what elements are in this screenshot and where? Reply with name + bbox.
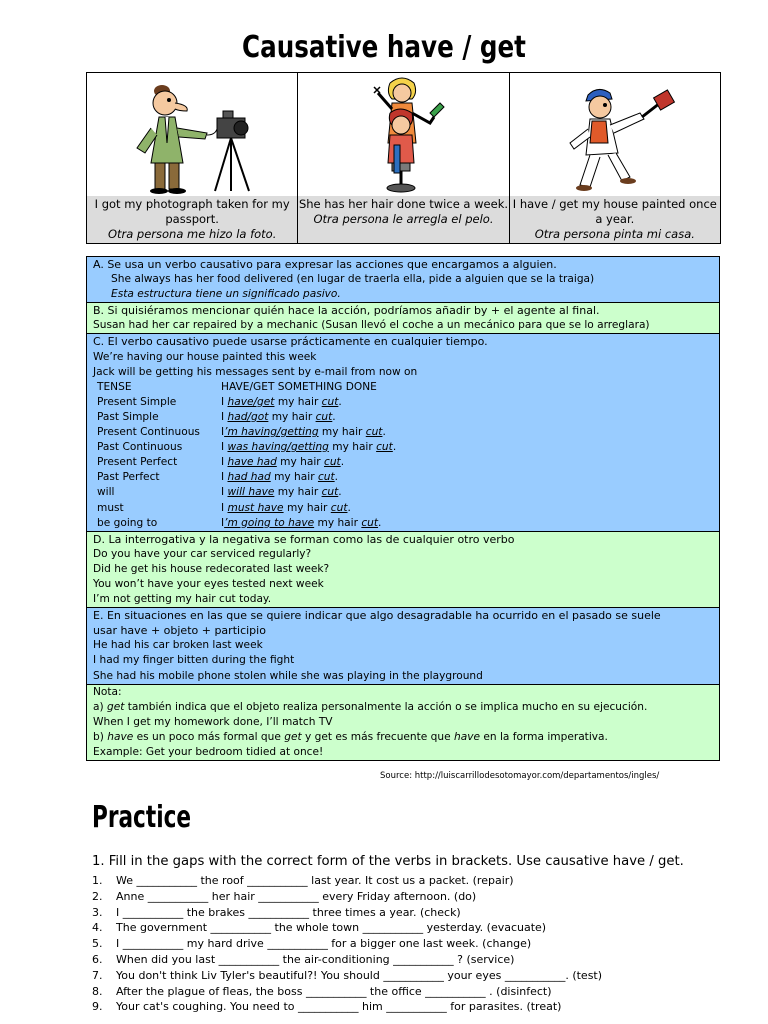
exercise-sentence: You don't think Liv Tyler's beautiful?! You should ___________ your eyes ___________. (test) [116,968,603,982]
section-d-line: I’m not getting my hair cut today. [93,593,272,606]
tense-auxiliary: have had [227,456,277,469]
caption-text: She has her hair done twice a week. [298,197,509,211]
exercise-item [92,984,732,1000]
exercise-number: 7. [92,968,103,982]
exercise-list [92,873,732,1015]
section-d-line: Do you have your car serviced regularly? [93,547,312,560]
tense-participle: cut [376,441,393,454]
picture-cell-painter [509,73,720,244]
practice-title: Practice [92,800,192,835]
nota-b-word: have [454,730,480,743]
tense-table-header [93,380,719,395]
exercise-number: 3. [92,905,103,919]
section-a-example: She always has her food delivered (en lugar de traerla ella, pide a alguien que se la traiga) [111,273,595,286]
section-e-line: I had my finger bitten during the fight [93,654,295,667]
nota-a-example: When I get my homework done, I’ll match TV [93,715,333,728]
tense-auxiliary: ’m having/getting [224,426,319,439]
source-link[interactable]: Source: http://luiscarrillodesotomayor.com/departamentos/ingles/ [380,771,660,781]
tense-name: must [97,501,124,514]
section-c-example-2: Jack will be getting his messages sent by e-mail from now on [93,365,418,378]
tense-participle: cut [321,395,339,408]
section-a-note: Esta estructura tiene un significado pasivo. [111,288,341,301]
tense-name: Present Perfect [97,456,178,469]
tense-example [221,395,342,410]
nota-b-text: en la forma imperativa. [480,730,608,743]
section-a-heading: A. Se usa un verbo causativo para expresar las acciones que encargamos a alguien. [93,258,557,271]
tense-participle: cut [361,516,379,529]
nota-a-word: get [107,700,125,713]
tense-example [221,455,344,470]
tense-auxiliary: had had [227,471,271,484]
tense-punctuation: . [332,410,336,423]
caption-painter [510,196,720,243]
tense-object: my hair [283,501,331,514]
caption-text: I have / get my house painted once a year. [512,197,717,226]
exercise-number: 1. [92,874,103,887]
tense-name: Present Simple [97,395,177,408]
tense-punctuation: . [340,456,345,469]
exercise-number: 6. [92,952,103,966]
tense-subject: I [221,410,228,423]
section-e-line: She had his mobile phone stolen while she was playing in the playground [93,669,483,682]
tense-object: my hair [276,456,324,469]
tense-name: Past Continuous [97,441,183,454]
tense-auxiliary: ’m going to have [224,516,315,529]
section-d-heading: D. La interrogativa y la negativa se forman como las de cualquier otro verbo [93,532,515,546]
tense-auxiliary: was having/getting [227,441,329,454]
nota-a-label: a) [93,700,107,713]
exercise-item [92,889,732,905]
tense-punctuation: . [392,441,397,454]
section-c [86,333,720,531]
tense-example [221,485,342,500]
exercise-sentence: I ___________ the brakes ___________ three times a year. (check) [116,905,461,919]
tense-punctuation: . [338,395,342,408]
caption-translation: Otra persona me hizo la foto. [107,227,277,241]
exercise-number: 9. [92,1000,103,1014]
nota-a-text: también indica que el objeto realiza personalmente la acción o se implica mucho en su ejecución. [124,700,648,713]
tense-example [221,440,396,455]
nota-b-example: Example: Get your bedroom tidied at once! [93,746,324,758]
exercise-sentence: Your cat's coughing. You need to ___________ him ___________ for parasites. (treat) [116,1000,562,1014]
tense-row [93,395,719,410]
tense-participle: cut [321,486,339,499]
exercise-sentence: When did you last ___________ the air-conditioning ___________ ? (service) [116,952,515,966]
painter-cartoon-icon [510,73,720,196]
tense-auxiliary: must have [227,501,284,514]
nota-a [93,700,719,715]
section-b-example: Susan had her car repaired by a mechanic (Susan llevó el coche a un mecánico para que se lo arreglara) [93,319,650,332]
exercise-sentence: Anne ___________ her hair ___________ every Friday afternoon. (do) [116,889,477,903]
nota-b-word: get [284,730,302,743]
section-e-heading-cont: usar have + objeto + participio [93,624,266,638]
section-a [86,256,720,303]
tense-auxiliary: had/got [227,410,269,423]
tense-row [93,455,719,470]
section-d-line: You won’t have your eyes tested next week [93,577,324,590]
hairdresser-cartoon-icon [298,73,508,196]
tense-object: my hair [274,395,322,408]
tense-punctuation: . [347,501,351,514]
nota-b-text: es un poco más formal que [133,730,285,743]
tense-auxiliary: have/get [227,395,275,408]
tense-participle: cut [315,410,333,423]
section-b-heading: B. Si quisiéramos mencionar quién hace la acción, podríamos añadir by + el agente al final. [93,304,600,318]
exercise-number: 2. [92,889,103,903]
tense-row [93,410,719,425]
pictures-table [86,72,721,244]
tense-subject: I [221,456,228,469]
exercise-item [92,873,732,889]
tense-row [93,425,719,440]
picture-cell-photographer [87,73,298,244]
tense-participle: cut [365,426,383,439]
section-e-heading: E. En situaciones en las que se quiere indicar que algo desagradable ha ocurrido en el pasado se suele [93,609,661,623]
exercise-item [92,936,732,952]
tense-participle: cut [317,471,335,484]
section-e-line: He had his car broken last week [93,639,263,652]
section-b [86,302,720,334]
tense-row [93,501,719,516]
tense-example [221,501,351,516]
exercise-item [92,952,732,968]
tense-column-header: TENSE [97,380,132,393]
tense-punctuation: . [338,486,342,499]
nota-heading: Nota: [93,685,122,698]
exercise-item [92,999,732,1015]
tense-subject: I [221,516,225,529]
tense-example [221,516,381,531]
exercise-sentence: After the plague of fleas, the boss ___________ the office ___________ . (disinfect) [116,984,552,998]
exercise-instruction: 1. Fill in the gaps with the correct form of the verbs in brackets. Use causative have / get. [92,854,684,869]
tense-object: my hair [268,410,316,423]
exercise-sentence: I ___________ my hard drive ___________ for a bigger one last week. (change) [116,937,532,951]
tense-row [93,440,719,455]
structure-column-header: HAVE/GET SOMETHING DONE [221,380,377,393]
tense-subject: I [221,441,228,454]
tense-name: Past Simple [97,410,159,423]
tense-name: will [97,486,115,499]
tense-subject: I [221,501,228,514]
exercise-sentence: The government ___________ the whole town ___________ yesterday. (evacuate) [116,921,547,935]
nota-b-label: b) [93,730,108,743]
tense-example [221,470,338,485]
tense-row [93,485,719,500]
tense-object: my hair [274,486,322,499]
caption-translation: Otra persona le arregla el pelo. [313,212,494,226]
tense-row [93,470,719,485]
exercise-item [92,920,732,936]
tense-punctuation: . [382,426,386,439]
exercise-number: 4. [92,921,103,935]
caption-text: I got my photograph taken for my passport. [94,197,290,226]
grammar-box [86,257,720,761]
tense-example [221,410,336,425]
tense-name: Past Perfect [97,471,160,484]
tense-participle: cut [324,456,341,469]
tense-object: my hair [270,471,318,484]
caption-hairdresser [298,196,508,243]
exercise-number: 8. [92,984,103,998]
caption-translation: Otra persona pinta mi casa. [534,227,695,241]
tense-auxiliary: will have [227,486,275,499]
tense-object: my hair [318,426,366,439]
photographer-cartoon-icon [87,73,297,196]
tense-subject: I [221,395,228,408]
tense-subject: I [221,486,228,499]
tense-rows [93,395,719,531]
tense-subject: I [221,426,225,439]
exercise-item [92,905,732,921]
tense-punctuation: . [334,471,339,484]
page-title: Causative have / get [242,30,526,65]
tense-example [221,425,386,440]
nota-section [86,684,720,761]
nota-b [93,730,719,745]
picture-cell-hairdresser [298,73,509,244]
tense-subject: I [221,471,228,484]
exercise-item [92,968,732,984]
tense-object: my hair [314,516,362,529]
tense-row [93,516,719,531]
section-c-heading: C. El verbo causativo puede usarse prácticamente en cualquier tiempo. [93,335,488,349]
tense-participle: cut [330,501,348,514]
nota-b-text: y get es más frecuente que [301,730,454,743]
section-e [86,607,720,684]
caption-photographer [87,196,297,243]
exercise-sentence: We ___________ the roof ___________ last year. It cost us a packet. (repair) [116,874,514,887]
tense-object: my hair [328,441,377,454]
section-d-line: Did he get his house redecorated last week? [93,562,330,575]
tense-name: Present Continuous [97,426,200,439]
tense-punctuation: . [378,516,382,529]
tense-name: be going to [97,516,158,529]
section-d [86,531,720,608]
nota-b-word: have [107,730,134,743]
section-c-example-1: We’re having our house painted this week [93,350,317,363]
exercise-number: 5. [92,937,103,951]
